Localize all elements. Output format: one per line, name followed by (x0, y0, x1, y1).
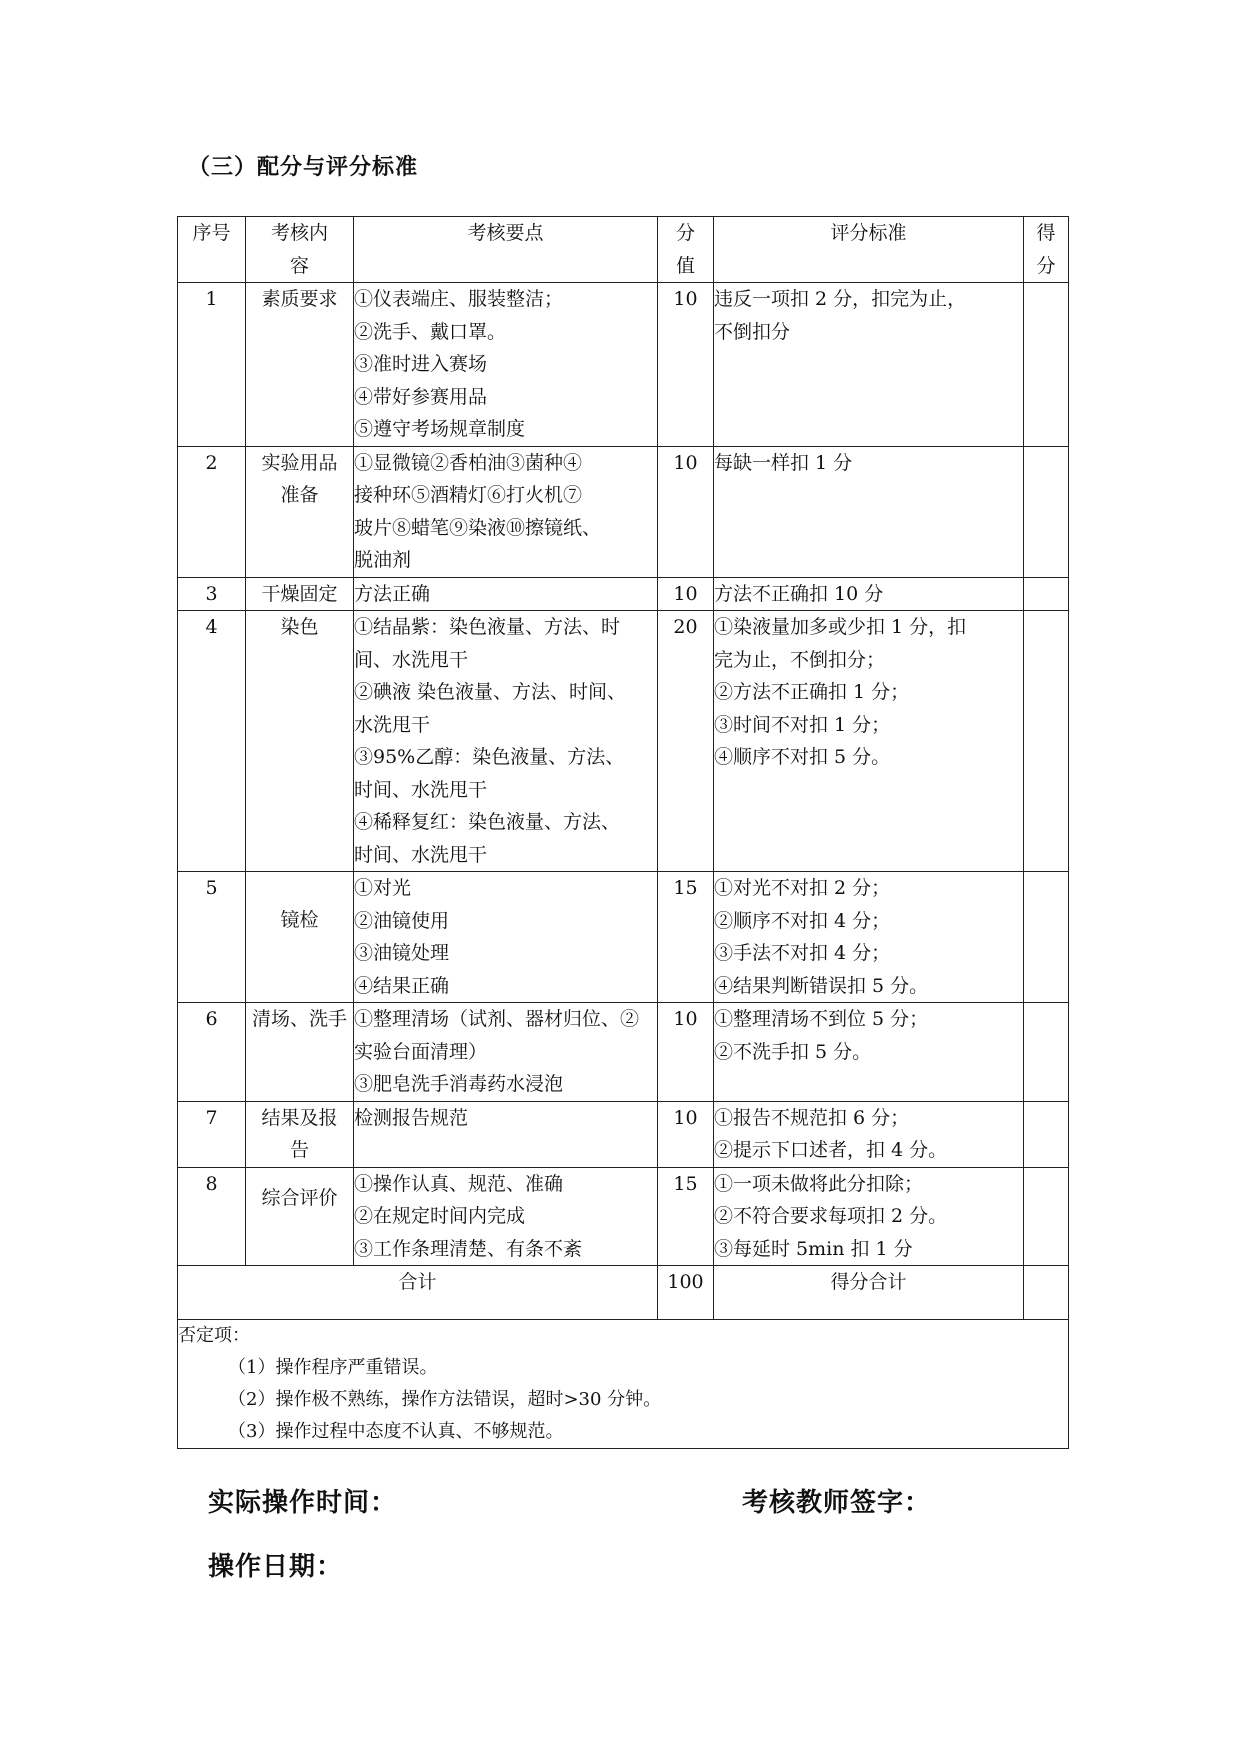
row-score: 10 (658, 283, 714, 447)
row-criteria (714, 577, 1024, 611)
header-points (354, 217, 658, 283)
text-line: ①对光 (354, 877, 412, 899)
text-line: 评分标准 (830, 222, 907, 244)
row-number: 3 (178, 577, 246, 611)
row-points (354, 611, 658, 872)
text-line: ④顺序不对扣 5 分。 (714, 746, 891, 768)
total-got-value (1024, 1266, 1069, 1320)
text-line: 时间、水洗甩干 (354, 843, 488, 866)
negation-row (178, 1320, 1069, 1449)
row-score: 10 (658, 577, 714, 611)
table-row (178, 611, 1069, 872)
total-label: 合计 (178, 1266, 658, 1320)
text-line: ②不符合要求每项扣 2 分。 (714, 1205, 948, 1227)
text-line: ①仪表端庄、服装整洁； (354, 288, 564, 310)
row-points (354, 872, 658, 1003)
row-score: 15 (658, 872, 714, 1003)
row-got-score (1024, 283, 1069, 447)
text-line: 值 (675, 254, 695, 277)
text-line: 接种环⑤酒精灯⑥打火机⑦ (354, 484, 583, 506)
text-line: 时间、水洗甩干 (354, 778, 488, 801)
text-line: 序号 (192, 222, 231, 244)
header-got (1024, 217, 1069, 283)
scoring-table (177, 216, 1069, 1449)
row-got-score (1024, 1101, 1069, 1167)
text-line: ①操作认真、规范、准确 (354, 1172, 564, 1195)
header-no (178, 217, 246, 283)
negation-item: （3）操作过程中态度不认真、不够规范。 (228, 1421, 564, 1442)
total-row (178, 1266, 1069, 1320)
row-number: 8 (178, 1167, 246, 1266)
text-line: ①整理清场（试剂、器材归位、② (354, 1008, 640, 1030)
text-line: 实验用品 (261, 451, 338, 474)
text-line: ②洗手、戴口罩。 (354, 320, 507, 343)
text-line: 染色 (280, 616, 319, 638)
row-got-score (1024, 611, 1069, 872)
header-content (246, 217, 354, 283)
text-line: ①显微镜②香柏油③菌种④ (354, 451, 583, 474)
row-score: 10 (658, 446, 714, 577)
text-line: ③时间不对扣 1 分； (714, 713, 891, 736)
table-row (178, 446, 1069, 577)
text-line: 违反一项扣 2 分，扣完为止， (714, 288, 967, 310)
negation-item: （2）操作极不熟练，操作方法错误，超时>30 分钟。 (228, 1389, 662, 1410)
row-score: 10 (658, 1003, 714, 1102)
header-criteria (714, 217, 1024, 283)
teacher-sign-label: 考核教师签字： (742, 1488, 932, 1518)
table-row (178, 872, 1069, 1003)
text-line: 素质要求 (261, 288, 338, 310)
text-line: ④结果正确 (354, 974, 450, 997)
row-points (354, 446, 658, 577)
text-line: ③工作条理清楚、有条不紊 (354, 1237, 583, 1260)
text-line: 水洗甩干 (354, 713, 431, 736)
text-line: 间、水洗甩干 (354, 648, 469, 671)
row-got-score (1024, 446, 1069, 577)
text-line: 脱油剂 (354, 549, 412, 571)
text-line: 得 (1036, 222, 1056, 244)
row-content (246, 1003, 354, 1102)
header-row (178, 217, 1069, 283)
text-line: ④结果判断错误扣 5 分。 (714, 974, 929, 997)
row-points (354, 1101, 658, 1167)
text-line: 干燥固定 (261, 582, 338, 605)
row-content (246, 283, 354, 447)
row-content (246, 446, 354, 577)
row-content (246, 1167, 354, 1266)
row-points (354, 283, 658, 447)
section-heading: （三）配分与评分标准 (188, 155, 419, 180)
text-line: ③准时进入赛场 (354, 353, 488, 375)
table-row (178, 1167, 1069, 1266)
row-criteria (714, 1003, 1024, 1102)
text-line: ①染液量加多或少扣 1 分，扣 (714, 616, 967, 638)
table-row (178, 577, 1069, 611)
text-line: 综合评价 (261, 1186, 338, 1209)
row-points (354, 1167, 658, 1266)
row-got-score (1024, 577, 1069, 611)
row-points (354, 577, 658, 611)
text-line: ③肥皂洗手消毒药水浸泡 (354, 1073, 564, 1095)
actual-time-label: 实际操作时间： (208, 1488, 398, 1518)
text-line: 分 (675, 222, 695, 244)
text-line: ②提示下口述者，扣 4 分。 (714, 1139, 948, 1161)
negation-item: （1）操作程序严重错误。 (228, 1357, 438, 1378)
text-line: ②方法不正确扣 1 分； (714, 681, 910, 703)
text-line: 容 (289, 254, 309, 277)
text-line: ②不洗手扣 5 分。 (714, 1040, 872, 1063)
text-line: 完为止，不倒扣分； (714, 648, 886, 671)
text-line: ③油镜处理 (354, 942, 450, 964)
text-line: ③每延时 5min 扣 1 分 (714, 1237, 913, 1260)
row-number: 4 (178, 611, 246, 872)
text-line: ⑤遵守考场规章制度 (354, 418, 526, 440)
text-line: ①结晶紫：染色液量、方法、时 (354, 616, 621, 638)
text-line: 方法不正确扣 10 分 (714, 582, 884, 605)
negation-title: 否定项： (178, 1325, 250, 1346)
row-score: 15 (658, 1167, 714, 1266)
text-line: 考核要点 (467, 222, 544, 244)
row-content (246, 872, 354, 1003)
text-line: 清场、洗手 (251, 1008, 347, 1030)
row-content (246, 611, 354, 872)
text-line: 每缺一样扣 1 分 (714, 451, 853, 474)
text-line: ①报告不规范扣 6 分； (714, 1106, 910, 1129)
text-line: ①对光不对扣 2 分； (714, 877, 891, 899)
row-number: 7 (178, 1101, 246, 1167)
text-line: ④带好参赛用品 (354, 385, 488, 408)
text-line: 考核内 (270, 222, 328, 244)
row-criteria (714, 611, 1024, 872)
text-line: 玻片⑧蜡笔⑨染液⑩擦镜纸、 (354, 516, 602, 539)
text-line: ①整理清场不到位 5 分； (714, 1008, 929, 1030)
table-row (178, 1101, 1069, 1167)
text-line: 方法正确 (354, 582, 431, 605)
text-line: 镜检 (280, 909, 319, 931)
row-content (246, 577, 354, 611)
text-line: 结果及报 (261, 1106, 338, 1129)
text-line: ③手法不对扣 4 分； (714, 942, 891, 964)
header-score (658, 217, 714, 283)
row-criteria (714, 283, 1024, 447)
row-points (354, 1003, 658, 1102)
row-criteria (714, 872, 1024, 1003)
row-content (246, 1101, 354, 1167)
text-line: ②在规定时间内完成 (354, 1205, 526, 1227)
text-line: 检测报告规范 (354, 1106, 469, 1129)
row-score: 20 (658, 611, 714, 872)
row-number: 5 (178, 872, 246, 1003)
text-line: ②油镜使用 (354, 909, 450, 932)
text-line: 告 (289, 1139, 309, 1161)
row-got-score (1024, 1167, 1069, 1266)
row-criteria (714, 446, 1024, 577)
row-number: 2 (178, 446, 246, 577)
row-number: 6 (178, 1003, 246, 1102)
row-got-score (1024, 1003, 1069, 1102)
table-row (178, 283, 1069, 447)
text-line: ②碘液 染色液量、方法、时间、 (354, 681, 627, 703)
text-line: ④稀释复红：染色液量、方法、 (354, 811, 621, 833)
text-line: ①一项未做将此分扣除； (714, 1172, 924, 1195)
row-number: 1 (178, 283, 246, 447)
text-line: 准备 (280, 484, 319, 506)
row-score: 10 (658, 1101, 714, 1167)
text-line: 实验台面清理） (354, 1040, 488, 1063)
total-score: 100 (658, 1266, 714, 1320)
negation-items (178, 1320, 1069, 1449)
text-line: 分 (1036, 254, 1056, 277)
row-got-score (1024, 872, 1069, 1003)
text-line: 不倒扣分 (714, 320, 791, 343)
date-label: 操作日期： (208, 1552, 344, 1582)
text-line: ③95%乙醇：染色液量、方法、 (354, 746, 625, 768)
row-criteria (714, 1101, 1024, 1167)
row-criteria (714, 1167, 1024, 1266)
total-got-label: 得分合计 (714, 1266, 1024, 1320)
text-line: ②顺序不对扣 4 分； (714, 909, 891, 932)
table-row (178, 1003, 1069, 1102)
